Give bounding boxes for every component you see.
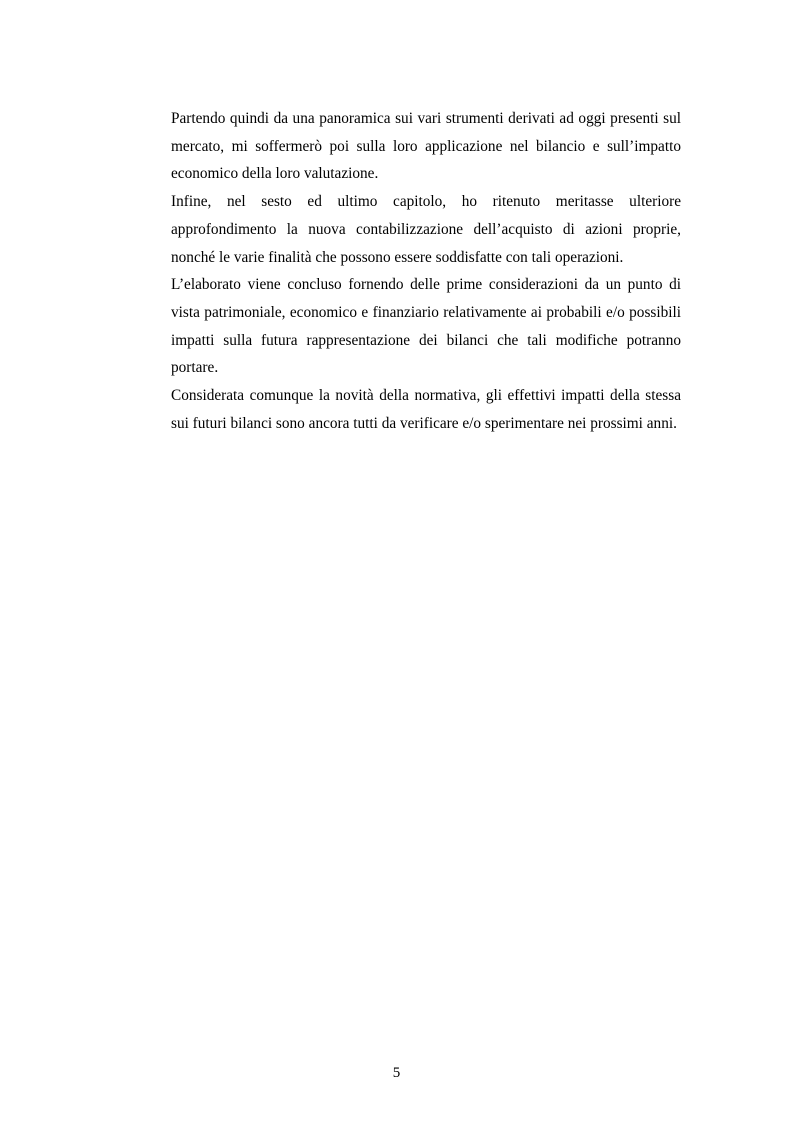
paragraph-conclusions: L’elaborato viene concluso fornendo delle prime considerazioni da un punto di vista patrimoniale, economico e finanziario relativamente ai probabili e/o possibili impatti sulla futura rappresentazione dei bilanci che tali modifiche potranno portare.	[171, 276, 681, 377]
paragraph-final-remarks: Considerata comunque la novità della normativa, gli effettivi impatti della stessa sui futuri bilanci sono ancora tutti da verificare e/o sperimentare nei prossimi anni.	[171, 387, 681, 432]
page-body-text	[171, 105, 681, 437]
page-number: 5	[392, 1065, 401, 1081]
paragraph-sixth-chapter: Infine, nel sesto ed ultimo capitolo, ho ritenuto meritasse ulteriore approfondimento la nuova contabilizzazione dell’acquisto di azioni proprie, nonché le varie finalità che possono essere soddisfatte con tali operazioni.	[171, 193, 681, 266]
paragraph-derivatives-overview: Partendo quindi da una panoramica sui vari strumenti derivati ad oggi presenti sul mercato, mi soffermerò poi sulla loro applicazione nel bilancio e sull’impatto economico della loro valutazione.	[171, 110, 681, 183]
